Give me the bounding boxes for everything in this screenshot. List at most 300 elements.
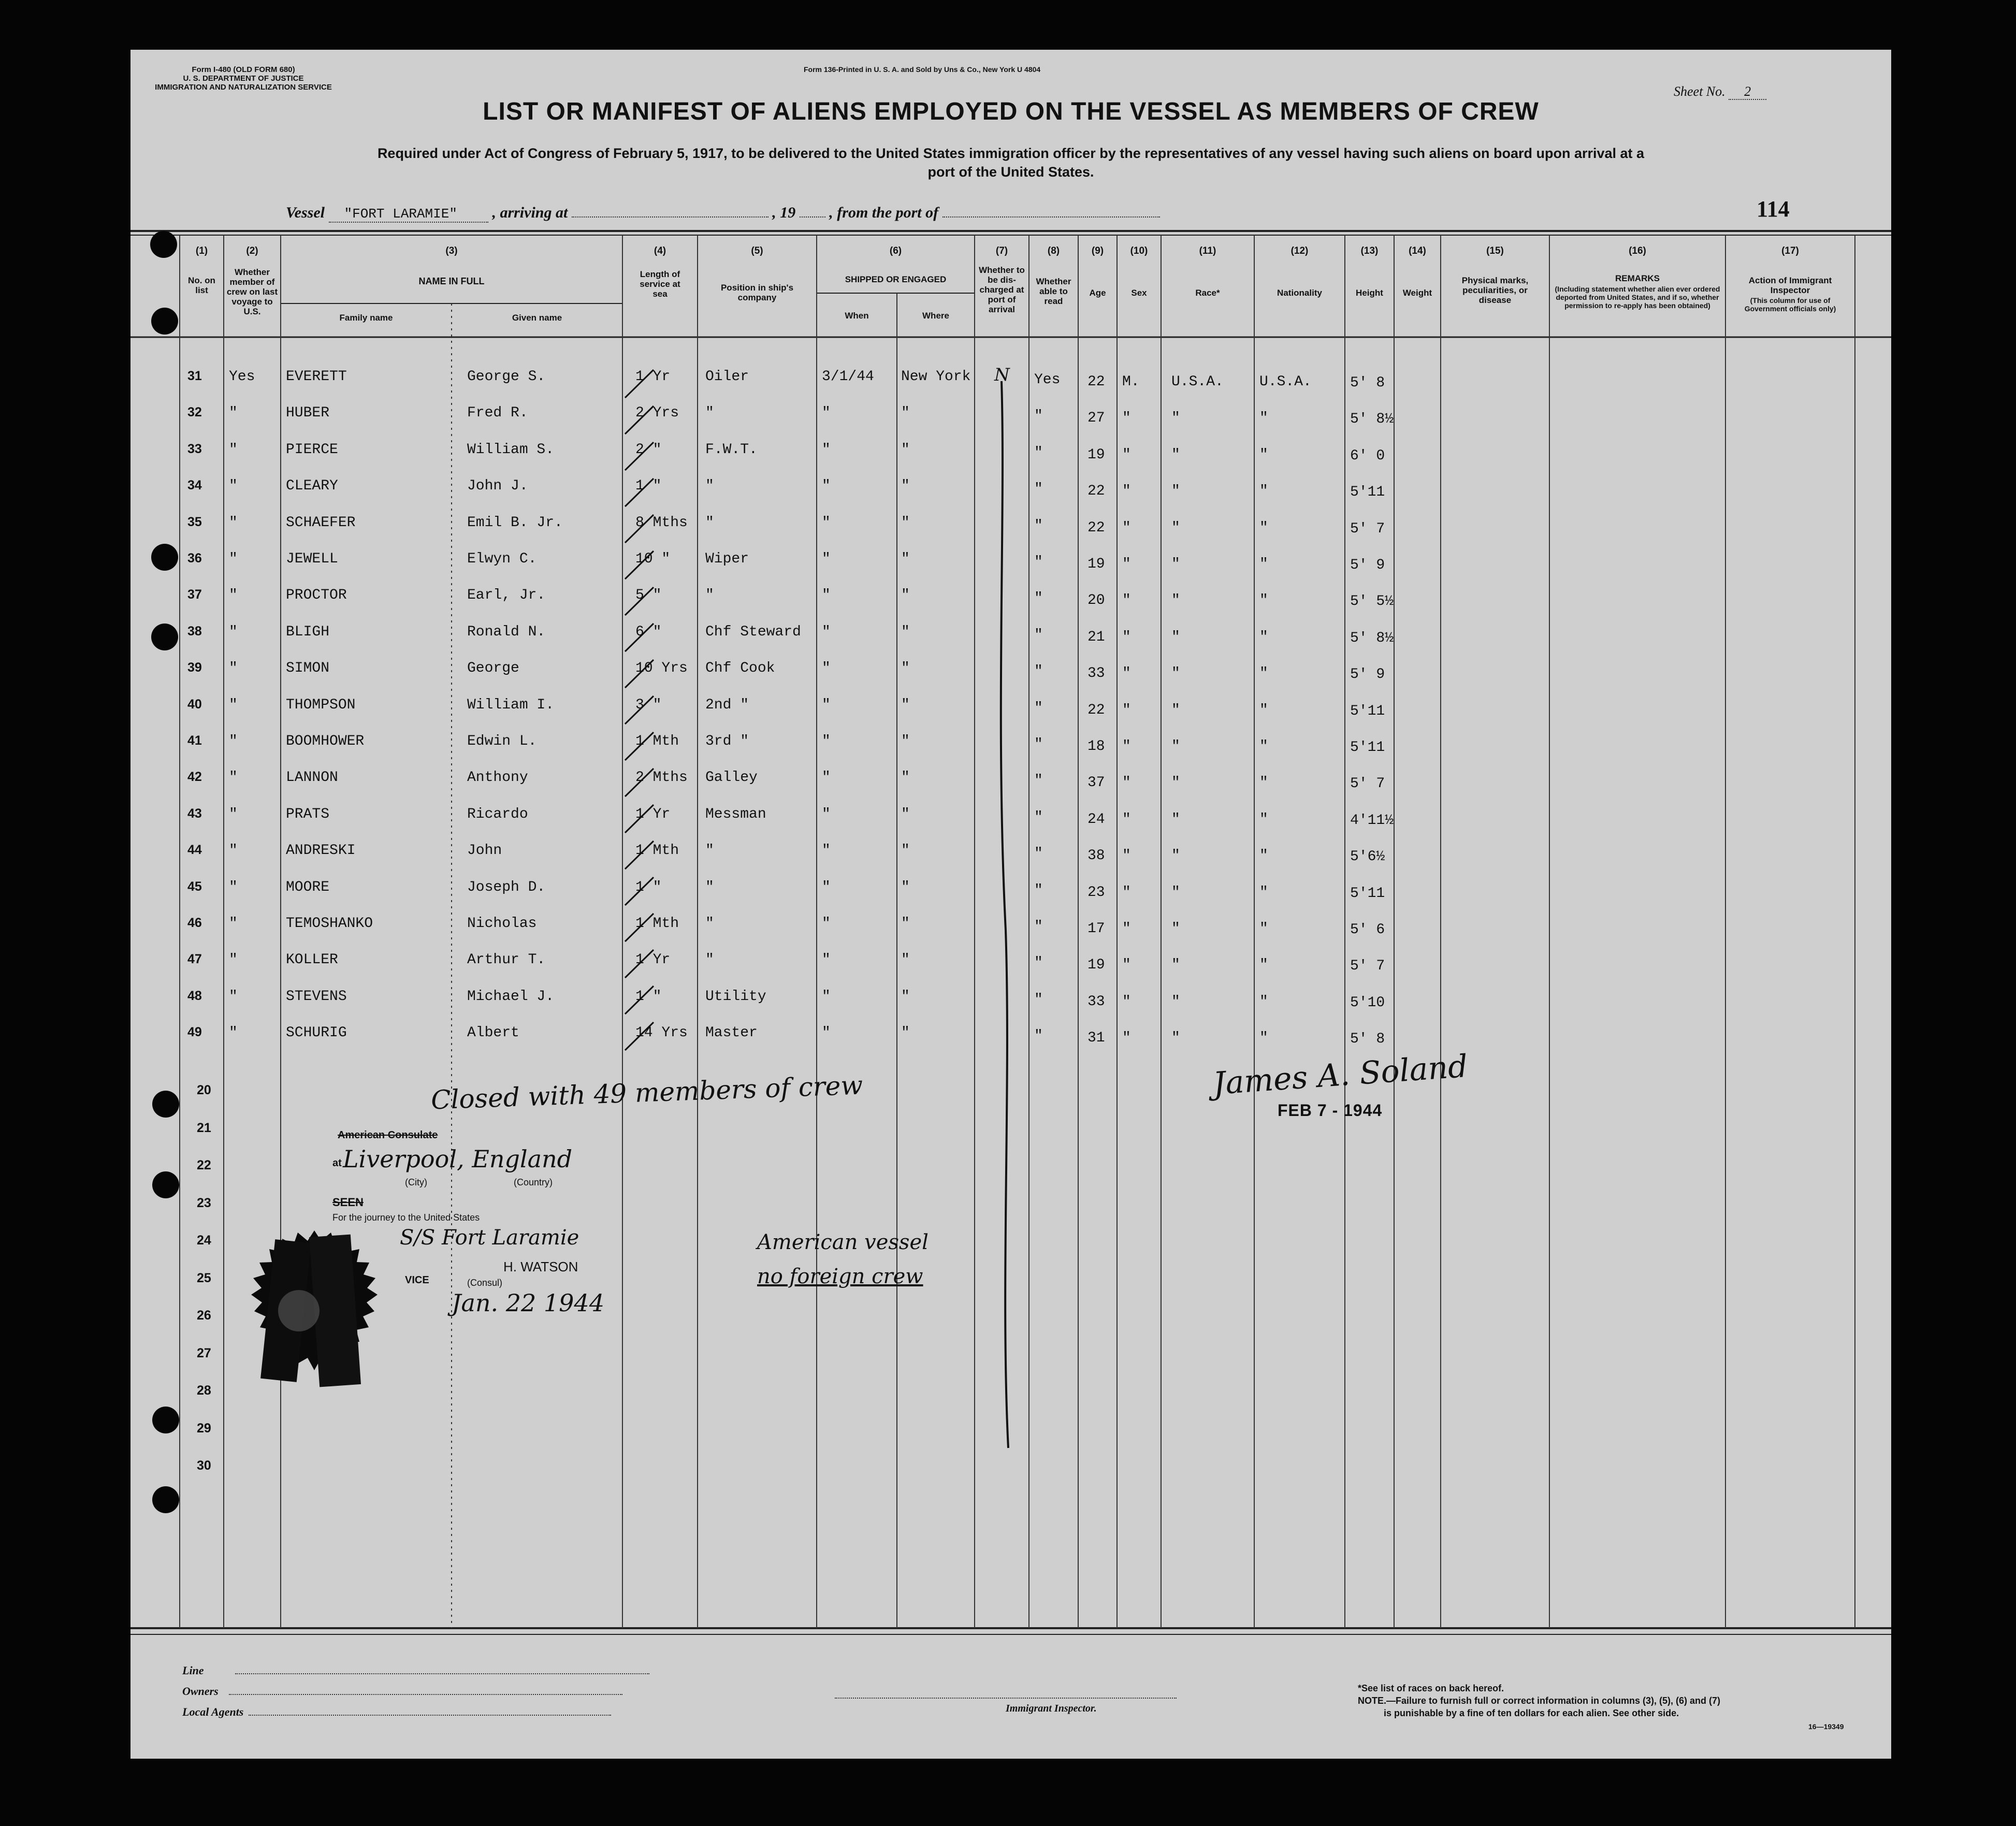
row-where: " — [901, 988, 910, 1005]
row-position: " — [705, 478, 714, 495]
col15-label: Physical marks, peculiarities, or disease — [1461, 276, 1529, 305]
row-sex: " — [1122, 811, 1131, 828]
row-family-name: SCHURIG — [286, 1025, 347, 1041]
col13-num: (13) — [1360, 245, 1379, 256]
row-race: " — [1171, 957, 1180, 974]
row-height: 5' 7 — [1350, 776, 1385, 792]
row-sex: " — [1122, 921, 1131, 937]
row-race: " — [1171, 446, 1180, 463]
row-read: " — [1034, 955, 1043, 972]
col9-num: (9) — [1091, 245, 1104, 256]
row-number: 44 — [187, 843, 202, 858]
row-when: " — [822, 952, 831, 968]
consular-seal-icon — [237, 1225, 392, 1396]
row-given-name: Albert — [467, 1025, 519, 1041]
row-age: 37 — [1087, 775, 1105, 791]
binder-hole-icon — [152, 1486, 179, 1513]
row-race: " — [1171, 665, 1180, 682]
col3-given-label: Given name — [512, 313, 562, 323]
row-position: Galley — [705, 770, 758, 786]
binder-hole-icon — [151, 544, 178, 571]
row-when: " — [822, 733, 831, 749]
row-age: 21 — [1087, 629, 1105, 645]
row-height: 5' 8½ — [1350, 411, 1394, 428]
row-given-name: John J. — [467, 478, 528, 495]
row-read: " — [1034, 736, 1043, 752]
row-read: " — [1034, 809, 1043, 825]
row-where: " — [901, 770, 910, 786]
row-given-name: George S. — [467, 369, 546, 385]
col8-num: (8) — [1047, 245, 1060, 256]
row-read: " — [1034, 590, 1043, 607]
city-label: (City) — [405, 1177, 427, 1187]
row-when: " — [822, 770, 831, 786]
row-given-name: Arthur T. — [467, 952, 546, 968]
row-given-name: George — [467, 660, 519, 677]
row-given-name: Nicholas — [467, 916, 537, 932]
col11-num: (11) — [1199, 245, 1216, 256]
col3-num: (3) — [445, 245, 458, 256]
row-service: 8 Mths — [635, 514, 688, 531]
row-height: 5'10 — [1350, 994, 1385, 1011]
row-when: " — [822, 405, 831, 422]
inspector-label: Immigrant Inspector. — [1006, 1703, 1097, 1714]
country-label: (Country) — [514, 1177, 553, 1187]
row-family-name: LANNON — [286, 770, 338, 786]
row-read: " — [1034, 773, 1043, 789]
american-vessel-note — [757, 1225, 929, 1294]
row-where: " — [901, 733, 910, 749]
row-race: " — [1171, 483, 1180, 500]
row-nationality: " — [1259, 483, 1268, 500]
binder-hole-icon — [152, 1407, 179, 1433]
row-family-name: PRATS — [286, 806, 330, 822]
row-crew: " — [229, 1025, 238, 1041]
col10-label: Sex — [1131, 288, 1147, 298]
row-age: 20 — [1087, 592, 1105, 609]
empty-row-number: 27 — [197, 1345, 211, 1360]
row-position: " — [705, 405, 714, 422]
row-nationality: " — [1259, 811, 1268, 828]
row-crew: " — [229, 770, 238, 786]
row-age: 33 — [1087, 993, 1105, 1010]
row-sex: " — [1122, 884, 1131, 901]
row-service: 1 Yr — [635, 952, 671, 968]
row-number: 35 — [187, 514, 202, 529]
row-where: " — [901, 624, 910, 640]
col1-label: No. on list — [188, 276, 215, 295]
row-number: 46 — [187, 916, 202, 930]
row-number: 38 — [187, 624, 202, 639]
row-height: 5' 8½ — [1350, 630, 1394, 646]
row-where: " — [901, 478, 910, 495]
col16-note: (Including statement whether alien ever ordered deported from United States, and if so, whether permission to re-apply has been obtained) — [1555, 285, 1720, 310]
row-age: 19 — [1087, 957, 1105, 974]
col4-num: (4) — [654, 245, 666, 256]
row-where: " — [901, 441, 910, 458]
form-id-line1: Form I-480 (OLD FORM 680) — [192, 65, 295, 74]
row-read: " — [1034, 700, 1043, 716]
row-position: F.W.T. — [705, 441, 758, 458]
empty-row-number: 22 — [197, 1158, 211, 1172]
row-where: " — [901, 697, 910, 713]
col6-num: (6) — [889, 245, 902, 256]
row-family-name: BOOMHOWER — [286, 733, 365, 749]
row-where: " — [901, 1025, 910, 1041]
col2-num: (2) — [246, 245, 258, 256]
row-read: " — [1034, 991, 1043, 1008]
row-height: 4'11½ — [1350, 812, 1394, 829]
row-age: 19 — [1087, 556, 1105, 572]
owners-label: Owners — [182, 1685, 219, 1698]
col6-where-label: Where — [922, 311, 949, 321]
page-number: 114 — [1757, 196, 1790, 222]
note-line2: is punishable by a fine of ten dollars for each alien. See other side. — [1384, 1708, 1679, 1718]
row-family-name: HUBER — [286, 405, 330, 422]
row-age: 17 — [1087, 921, 1105, 937]
col15-num: (15) — [1486, 245, 1504, 256]
row-given-name: Ricardo — [467, 806, 528, 822]
col7-num: (7) — [995, 245, 1008, 256]
row-number: 31 — [187, 369, 202, 383]
row-number: 47 — [187, 952, 202, 967]
row-age: 18 — [1087, 738, 1105, 755]
row-family-name: EVERETT — [286, 369, 347, 385]
row-number: 45 — [187, 879, 202, 894]
row-position: " — [705, 843, 714, 859]
row-position: Chf Cook — [705, 660, 775, 677]
row-given-name: Elwyn C. — [467, 551, 537, 567]
row-nationality: " — [1259, 921, 1268, 937]
row-service: 1 " — [635, 879, 662, 895]
row-when: " — [822, 916, 831, 932]
sheet-number: 2 — [1729, 84, 1766, 100]
row-family-name: PROCTOR — [286, 587, 347, 604]
row-family-name: KOLLER — [286, 952, 338, 968]
row-nationality: " — [1259, 629, 1268, 645]
row-sex: " — [1122, 738, 1131, 755]
row-age: 27 — [1087, 410, 1105, 427]
binder-hole-icon — [151, 624, 178, 650]
col3-label: NAME IN FULL — [418, 276, 485, 286]
row-race: " — [1171, 702, 1180, 718]
empty-row-number: 23 — [197, 1195, 211, 1210]
row-family-name: TEMOSHANKO — [286, 916, 373, 932]
note-line1: NOTE.—Failure to furnish full or correct information in columns (3), (5), (6) and (7) — [1358, 1695, 1721, 1706]
row-when: " — [822, 660, 831, 677]
row-height: 5'11 — [1350, 484, 1385, 501]
row-race: " — [1171, 592, 1180, 609]
col3-family-label: Family name — [339, 313, 393, 323]
row-family-name: THOMPSON — [286, 697, 356, 713]
row-when: 3/1/44 — [822, 369, 874, 385]
row-sex: " — [1122, 702, 1131, 718]
col16-label: REMARKS — [1615, 273, 1660, 283]
row-age: 22 — [1087, 702, 1105, 718]
empty-row-number: 21 — [197, 1120, 211, 1135]
row-service: 1 " — [635, 988, 662, 1005]
row-position: Wiper — [705, 551, 749, 567]
row-where: " — [901, 660, 910, 677]
row-crew: Yes — [229, 369, 255, 385]
row-nationality: " — [1259, 738, 1268, 755]
row-nationality: " — [1259, 1030, 1268, 1047]
row-service: 14 Yrs — [635, 1025, 688, 1041]
row-number: 39 — [187, 660, 202, 675]
row-nationality: " — [1259, 993, 1268, 1010]
journey-label: For the journey to the United States — [332, 1212, 480, 1223]
row-when: " — [822, 587, 831, 604]
col14-num: (14) — [1409, 245, 1426, 256]
year-label: , 19 — [772, 204, 796, 221]
row-when: " — [822, 441, 831, 458]
row-when: " — [822, 806, 831, 822]
row-race: " — [1171, 921, 1180, 937]
row-height: 5' 8 — [1350, 375, 1385, 391]
col17-num: (17) — [1781, 245, 1799, 256]
at-label: at — [332, 1157, 342, 1169]
row-race: " — [1171, 1030, 1180, 1047]
row-nationality: " — [1259, 957, 1268, 974]
row-position: " — [705, 916, 714, 932]
row-given-name: Emil B. Jr. — [467, 514, 563, 531]
row-given-name: Fred R. — [467, 405, 528, 422]
page-title: LIST OR MANIFEST OF ALIENS EMPLOYED ON THE VESSEL AS MEMBERS OF CREW — [483, 98, 1539, 125]
col5-num: (5) — [751, 245, 763, 256]
closed-note: Closed with 49 members of crew — [430, 1070, 864, 1115]
row-height: 5'6½ — [1350, 849, 1385, 865]
col16-num: (16) — [1629, 245, 1646, 256]
row-given-name: William S. — [467, 441, 555, 458]
footer-notes — [1358, 1682, 1720, 1719]
row-height: 5'11 — [1350, 885, 1385, 902]
row-nationality: " — [1259, 519, 1268, 536]
row-height: 5' 7 — [1350, 958, 1385, 975]
row-service: 6 " — [635, 624, 662, 640]
row-where: New York — [901, 369, 971, 385]
row-sex: " — [1122, 410, 1131, 427]
row-sex: " — [1122, 993, 1131, 1010]
row-number: 37 — [187, 587, 202, 602]
row-service: 1 Mth — [635, 733, 679, 749]
row-crew: " — [229, 551, 238, 567]
inspector-line — [835, 1698, 1177, 1699]
row-nationality: " — [1259, 410, 1268, 427]
row-service: 10 " — [635, 551, 671, 567]
row-crew: " — [229, 405, 238, 422]
row-when: " — [822, 624, 831, 640]
row-where: " — [901, 514, 910, 531]
row-sex: " — [1122, 957, 1131, 974]
row-when: " — [822, 879, 831, 895]
row-position: 3rd " — [705, 733, 749, 749]
col12-num: (12) — [1290, 245, 1309, 256]
row-number: 42 — [187, 770, 202, 785]
row-when: " — [822, 514, 831, 531]
subtitle-line1: Required under Act of Congress of February 5, 1917, to be delivered to the United States immigration officer by the representatives of any vessel having such aliens on board upon arrival at a — [377, 146, 1645, 161]
row-crew: " — [229, 843, 238, 859]
inspector-signature: James A. Soland — [1212, 1048, 1469, 1103]
row-sex: " — [1122, 848, 1131, 864]
row-sex: M. — [1122, 374, 1140, 390]
row-number: 34 — [187, 478, 202, 493]
row-read: " — [1034, 919, 1043, 935]
row-where: " — [901, 952, 910, 968]
row-read: Yes — [1034, 372, 1061, 388]
row-service: 2 " — [635, 441, 662, 458]
row-number: 48 — [187, 988, 202, 1003]
printer-line: Form 136-Printed in U. S. A. and Sold by Uns & Co., New York U 4804 — [804, 65, 1041, 74]
row-given-name: Anthony — [467, 770, 528, 786]
col17-label: Action of Immigrant Inspector — [1748, 276, 1832, 295]
row-position: " — [705, 587, 714, 604]
row-where: " — [901, 843, 910, 859]
row-height: 5'11 — [1350, 740, 1385, 756]
row-when: " — [822, 697, 831, 713]
binder-hole-icon — [152, 1091, 179, 1118]
form-id-line3: IMMIGRATION AND NATURALIZATION SERVICE — [155, 83, 332, 92]
row-height: 5' 6 — [1350, 922, 1385, 938]
american-vessel-line1: American vessel — [757, 1230, 929, 1254]
empty-row-number: 29 — [197, 1421, 211, 1436]
empty-row-number: 20 — [197, 1083, 211, 1097]
row-age: 22 — [1087, 483, 1105, 500]
from-port-label: , from the port of — [829, 204, 939, 221]
row-age: 33 — [1087, 665, 1105, 682]
empty-row-number: 26 — [197, 1308, 211, 1323]
row-position: 2nd " — [705, 697, 749, 713]
row-crew: " — [229, 879, 238, 895]
row-position: " — [705, 952, 714, 968]
row-position: Chf Steward — [705, 624, 801, 640]
row-family-name: CLEARY — [286, 478, 338, 495]
row-number: 43 — [187, 806, 202, 821]
row-age: 38 — [1087, 848, 1105, 864]
col14-label: Weight — [1402, 288, 1432, 298]
row-read: " — [1034, 554, 1043, 570]
row-when: " — [822, 843, 831, 859]
row-position: Utility — [705, 988, 766, 1005]
row-service: 1 Mth — [635, 916, 679, 932]
agents-label: Local Agents — [182, 1705, 244, 1718]
row-race: " — [1171, 519, 1180, 536]
row-number: 49 — [187, 1025, 202, 1040]
row-family-name: BLIGH — [286, 624, 330, 640]
row-given-name: Joseph D. — [467, 879, 546, 895]
row-sex: " — [1122, 629, 1131, 645]
vice-label: VICE — [405, 1274, 429, 1286]
row-when: " — [822, 551, 831, 567]
row-crew: " — [229, 733, 238, 749]
row-number: 32 — [187, 405, 202, 420]
col6-label: SHIPPED OR ENGAGED — [845, 274, 947, 284]
row-crew: " — [229, 660, 238, 677]
consulate-label: American Consulate — [338, 1129, 438, 1141]
american-vessel-line2: no foreign crew — [757, 1265, 923, 1288]
row-service: 5 " — [635, 587, 662, 604]
row-crew: " — [229, 478, 238, 495]
col7-label: Whether to be dis-charged at port of arrival — [979, 265, 1025, 314]
row-where: " — [901, 587, 910, 604]
row-sex: " — [1122, 775, 1131, 791]
row-nationality: " — [1259, 556, 1268, 572]
row-given-name: Earl, Jr. — [467, 587, 546, 604]
sheet-label: Sheet No. — [1674, 84, 1725, 99]
col13-label: Height — [1356, 288, 1383, 298]
row-height: 5' 7 — [1350, 520, 1385, 537]
row-sex: " — [1122, 556, 1131, 572]
row-height: 5'11 — [1350, 703, 1385, 719]
line-label: Line — [182, 1664, 204, 1677]
row-position: Oiler — [705, 369, 749, 385]
row-where: " — [901, 551, 910, 567]
row-when: " — [822, 988, 831, 1005]
row-crew: " — [229, 806, 238, 822]
col12-label: Nationality — [1277, 288, 1322, 298]
form-id-line2: U. S. DEPARTMENT OF JUSTICE — [183, 74, 304, 83]
row-read: " — [1034, 517, 1043, 534]
row-service: 2 Mths — [635, 770, 688, 786]
col10-num: (10) — [1130, 245, 1148, 256]
note-races: *See list of races on back hereof. — [1358, 1683, 1504, 1693]
row-race: " — [1171, 629, 1180, 645]
row-nationality: " — [1259, 884, 1268, 901]
empty-row-number: 30 — [197, 1458, 211, 1473]
row-where: " — [901, 879, 910, 895]
ship-handwritten: S/S Fort Laramie — [400, 1226, 579, 1250]
row-given-name: Edwin L. — [467, 733, 537, 749]
row-sex: " — [1122, 519, 1131, 536]
row-number: 40 — [187, 697, 202, 712]
row-family-name: MOORE — [286, 879, 330, 895]
row-race: U.S.A. — [1171, 374, 1224, 390]
binder-hole-icon — [150, 231, 177, 258]
row-age: 23 — [1087, 884, 1105, 901]
row-age: 22 — [1087, 519, 1105, 536]
row-nationality: U.S.A. — [1259, 374, 1312, 390]
row-service: 3 " — [635, 697, 662, 713]
manifest-sheet — [130, 50, 1891, 1759]
empty-row-number: 28 — [197, 1383, 211, 1398]
consul-label: (Consul) — [467, 1278, 503, 1288]
footer-fields — [182, 1660, 649, 1722]
row-position: " — [705, 879, 714, 895]
row-nationality: " — [1259, 702, 1268, 718]
row-read: " — [1034, 1028, 1043, 1045]
row-service: 1 " — [635, 478, 662, 495]
row-read: " — [1034, 663, 1043, 680]
col4-label: Length of service at sea — [640, 269, 680, 299]
row-service: 1 Yr — [635, 369, 671, 385]
row-service: 10 Yrs — [635, 660, 688, 677]
empty-row-number: 24 — [197, 1233, 211, 1248]
row-given-name: John — [467, 843, 502, 859]
col1-num: (1) — [195, 245, 208, 256]
row-position: " — [705, 514, 714, 531]
row-crew: " — [229, 952, 238, 968]
consul-date: Jan. 22 1944 — [452, 1289, 604, 1317]
row-crew: " — [229, 624, 238, 640]
binder-hole-icon — [152, 1171, 179, 1198]
row-discharged: N — [994, 365, 1010, 385]
row-crew: " — [229, 441, 238, 458]
row-crew: " — [229, 587, 238, 604]
row-when: " — [822, 478, 831, 495]
col2-label: Whether member of crew on last voyage to U.S. — [226, 267, 278, 316]
row-race: " — [1171, 811, 1180, 828]
col17-note: (This column for use of Government officials only) — [1744, 296, 1836, 313]
row-number: 33 — [187, 441, 202, 456]
